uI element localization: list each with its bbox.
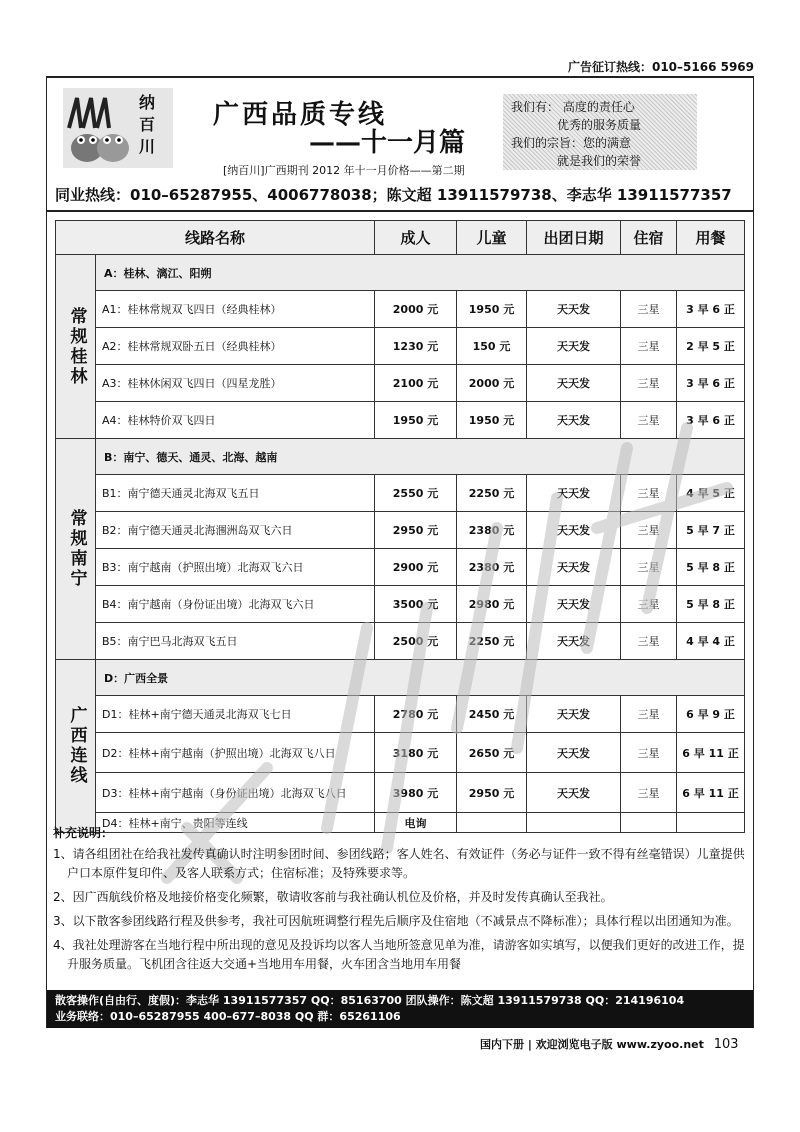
hotel: 三星 [621,365,677,402]
departure: 天天发 [527,365,621,402]
col-header-child: 儿童 [457,221,527,255]
adult-price: 电询 [375,813,457,833]
motto-box [503,94,697,170]
page-footer [480,1036,739,1052]
col-header-meal: 用餐 [677,221,745,255]
motto-line: 就是我们的荣誉 [557,154,642,168]
route-name: D3：桂林+南宁越南（身份证出境）北海双飞八日 [96,773,375,813]
section-title: A：桂林、漓江、阳朔 [96,255,745,291]
motto-line: 我们的宗旨：您的满意 [511,136,632,150]
meals: 3 早 6 正 [677,291,745,328]
adult-price: 3180 元 [375,733,457,773]
divider [47,210,753,212]
notes-section [53,824,749,979]
adult-price: 1230 元 [375,328,457,365]
table-row [56,365,745,402]
adult-price: 1950 元 [375,402,457,439]
hotel: 三星 [621,512,677,549]
route-name: A4：桂林特价双飞四日 [96,402,375,439]
adult-price: 2950 元 [375,512,457,549]
hotel: 三星 [621,586,677,623]
child-price: 1950 元 [457,291,527,328]
child-price: 2250 元 [457,475,527,512]
meals: 5 早 7 正 [677,512,745,549]
table-row [56,475,745,512]
departure: 天天发 [527,773,621,813]
table-row [56,773,745,813]
child-price: 1950 元 [457,402,527,439]
departure: 天天发 [527,328,621,365]
group-label: 常规南宁 [56,439,96,660]
table-row [56,586,745,623]
section-row [56,255,745,291]
departure: 天天发 [527,623,621,660]
child-price: 2950 元 [457,773,527,813]
footer-text: 国内下册 | 欢迎浏览电子版 www.zyoo.net [480,1038,704,1051]
trade-hotline: 同业热线：010–65287955、4006778038；陈文超 13911579738、李志华 13911577357 [55,186,732,204]
departure: 天天发 [527,696,621,733]
group-label: 广西连线 [56,660,96,833]
adult-price: 2500 元 [375,623,457,660]
table-row [56,623,745,660]
table-header-row [56,221,745,255]
page-number: 103 [713,1037,739,1052]
note-item: 1、请各组团社在给我社发传真确认时注明参团时间、参团线路；客人姓名、有效证件（务必与证件一致不得有丝毫错误）儿童提供户口本原件复印件、及客人联系方式；住宿标准；及特殊要求等。 [53,847,745,880]
col-header-adult: 成人 [375,221,457,255]
meals: 6 早 11 正 [677,773,745,813]
meals: 4 早 4 正 [677,623,745,660]
meals: 3 早 6 正 [677,402,745,439]
issue-period: [纳百川]广西期刊 2012 年十一月价格——第二期 [223,164,465,177]
route-name: B2：南宁德天通灵北海涠洲岛双飞六日 [96,512,375,549]
table-row [56,512,745,549]
page-title: 广西品质专线 [213,100,388,130]
adult-price: 2100 元 [375,365,457,402]
route-name: B5：南宁巴马北海双飞五日 [96,623,375,660]
adult-price: 2780 元 [375,696,457,733]
meals: 6 早 11 正 [677,733,745,773]
group-label: 常规桂林 [56,255,96,439]
operations-line: 业务联络：010–65287955 400–677–8038 QQ 群：65261106 [55,1010,401,1023]
note-item: 4、我社处理游客在当地行程中所出现的意见及投诉均以客人当地所签意见单为准，请游客如实填写，以便我们更好的改进工作，提升服务质量。飞机团含往返大交通+当地用车用餐，火车团含当地用车用餐 [53,938,745,971]
child-price: 2980 元 [457,586,527,623]
hotel: 三星 [621,475,677,512]
col-header-hotel: 住宿 [621,221,677,255]
section-row [56,660,745,696]
table-row [56,733,745,773]
hotel: 三星 [621,402,677,439]
price-table [55,220,745,833]
hotel: 三星 [621,773,677,813]
route-name: D4：桂林+南宁、贵阳等连线 [96,813,375,833]
header [47,78,753,182]
meals: 5 早 8 正 [677,549,745,586]
meals: 4 早 5 正 [677,475,745,512]
child-price: 2000 元 [457,365,527,402]
route-name: A3：桂林休闲双飞四日（四星龙胜） [96,365,375,402]
departure: 天天发 [527,402,621,439]
route-name: A2：桂林常规双卧五日（经典桂林） [96,328,375,365]
hotel: 三星 [621,549,677,586]
motto-line: 我们有： 高度的责任心 [511,100,635,114]
note-item: 3、以下散客参团线路行程及供参考，我社可因航班调整行程先后顺序及住宿地（不减景点不降标准）；具体行程以出团通知为准。 [53,914,739,928]
route-name: B1：南宁德天通灵北海双飞五日 [96,475,375,512]
route-name: D1：桂林+南宁德天通灵北海双飞七日 [96,696,375,733]
adult-price: 2900 元 [375,549,457,586]
child-price: 2650 元 [457,733,527,773]
section-row [56,439,745,475]
adult-price: 3500 元 [375,586,457,623]
adult-price: 2000 元 [375,291,457,328]
child-price: 2250 元 [457,623,527,660]
meals: 5 早 8 正 [677,586,745,623]
departure: 天天发 [527,549,621,586]
meals: 3 早 6 正 [677,365,745,402]
child-price: 150 元 [457,328,527,365]
note-item: 2、因广西航线价格及地接价格变化频繁，敬请收客前与我社确认机位及价格，并及时发传真确认至我社。 [53,890,613,904]
logo-text: 纳百川 [139,93,156,156]
hotel: 三星 [621,328,677,365]
departure: 天天发 [527,586,621,623]
table-row [56,549,745,586]
table-row [56,402,745,439]
departure: 天天发 [527,475,621,512]
hotel: 三星 [621,696,677,733]
table-row [56,696,745,733]
adult-price: 3980 元 [375,773,457,813]
route-name: D2：桂林+南宁越南（护照出境）北海双飞八日 [96,733,375,773]
page-frame [46,78,754,1028]
operations-bar [47,990,753,1028]
section-title: D：广西全景 [96,660,745,696]
col-header-route: 线路名称 [56,221,375,255]
col-header-date: 出团日期 [527,221,621,255]
meals: 6 早 9 正 [677,696,745,733]
table-row [56,328,745,365]
child-price: 2380 元 [457,549,527,586]
route-name: A1：桂林常规双飞四日（经典桂林） [96,291,375,328]
hotel: 三星 [621,733,677,773]
notes-title: 补充说明： [53,826,114,840]
table-row [56,291,745,328]
operations-line: 散客操作(自由行、度假)：李志华 13911577357 QQ：85163700 团队操作：陈文超 13911579738 QQ：214196104 [55,994,685,1007]
child-price: 2450 元 [457,696,527,733]
adult-price: 2550 元 [375,475,457,512]
meals: 2 早 5 正 [677,328,745,365]
departure: 天天发 [527,733,621,773]
child-price: 2380 元 [457,512,527,549]
departure: 天天发 [527,512,621,549]
route-name: B4：南宁越南（身份证出境）北海双飞六日 [96,586,375,623]
ad-hotline: 广告征订热线：010–5166 5969 [567,60,754,74]
section-title: B：南宁、德天、通灵、北海、越南 [96,439,745,475]
page-subtitle: ——十一月篇 [309,128,466,158]
hotel: 三星 [621,291,677,328]
motto-line: 优秀的服务质量 [557,118,642,132]
route-name: B3：南宁越南（护照出境）北海双飞六日 [96,549,375,586]
hotel: 三星 [621,623,677,660]
departure: 天天发 [527,291,621,328]
